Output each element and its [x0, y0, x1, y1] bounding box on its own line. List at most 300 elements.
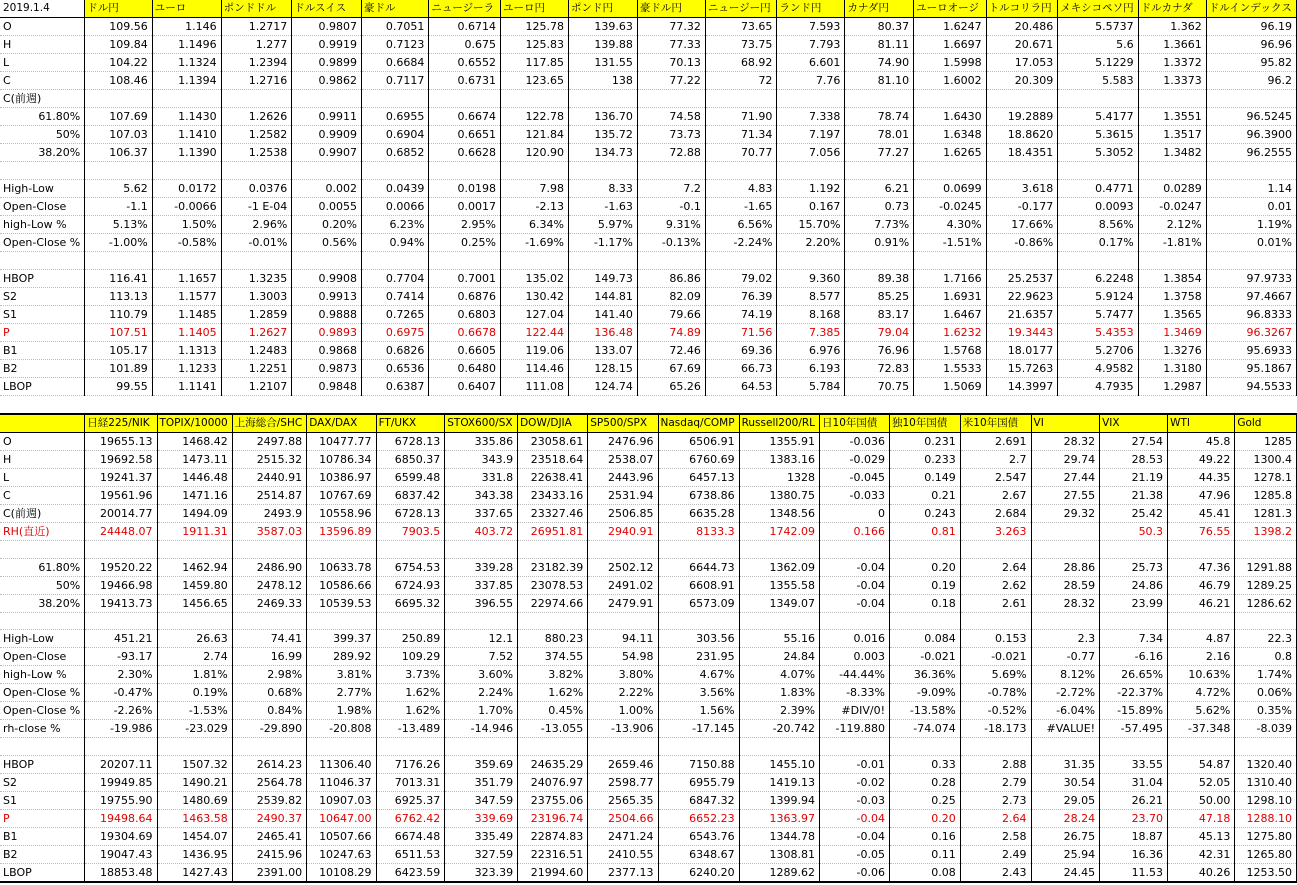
data-cell[interactable]: 3.82% [518, 666, 588, 684]
data-cell[interactable] [429, 251, 501, 269]
data-cell[interactable]: 22316.51 [518, 846, 588, 864]
row-label[interactable]: P [0, 810, 85, 828]
data-cell[interactable]: 17.66% [986, 215, 1058, 233]
data-cell[interactable]: 4.72% [1168, 684, 1235, 702]
data-cell[interactable]: 19047.43 [85, 846, 157, 864]
data-cell[interactable]: 99.55 [85, 377, 152, 395]
data-cell[interactable]: 47.96 [1168, 487, 1235, 505]
data-cell[interactable]: 327.59 [445, 846, 518, 864]
data-cell[interactable]: 10539.53 [307, 594, 376, 612]
data-cell[interactable]: 1.1394 [152, 72, 221, 90]
data-cell[interactable]: 81.10 [845, 72, 914, 90]
data-cell[interactable]: -37.348 [1168, 720, 1235, 738]
data-cell[interactable]: 97.4667 [1206, 287, 1296, 305]
data-cell[interactable]: 0.11 [890, 846, 961, 864]
data-cell[interactable]: 2.88 [960, 756, 1031, 774]
data-cell[interactable]: 26.75 [1031, 828, 1100, 846]
data-cell[interactable]: 2504.66 [588, 810, 658, 828]
data-cell[interactable]: 1291.88 [1235, 558, 1297, 576]
data-cell[interactable]: -1.63 [569, 197, 638, 215]
data-cell[interactable]: 77.27 [845, 144, 914, 162]
data-cell[interactable] [658, 541, 739, 559]
data-cell[interactable]: 2377.13 [588, 864, 658, 883]
data-cell[interactable]: 6.56% [705, 215, 777, 233]
data-cell[interactable]: -0.78% [960, 684, 1031, 702]
data-cell[interactable]: 16.36 [1100, 846, 1168, 864]
data-cell[interactable]: 25.42 [1100, 505, 1168, 523]
data-cell[interactable]: 66.73 [705, 359, 777, 377]
data-cell[interactable]: 1398.2 [1235, 523, 1297, 541]
data-cell[interactable]: 10386.97 [307, 469, 376, 487]
data-cell[interactable]: 8.168 [777, 305, 845, 323]
data-cell[interactable] [1168, 738, 1235, 756]
data-cell[interactable]: 42.31 [1168, 846, 1235, 864]
data-cell[interactable]: 359.69 [445, 756, 518, 774]
data-cell[interactable]: 6738.86 [658, 487, 739, 505]
data-cell[interactable]: 0.9911 [292, 108, 362, 126]
data-cell[interactable]: 96.2555 [1206, 144, 1296, 162]
data-cell[interactable]: 121.84 [501, 126, 569, 144]
data-cell[interactable] [1058, 90, 1138, 108]
data-cell[interactable]: -20.808 [307, 720, 376, 738]
column-header[interactable]: VI [1031, 414, 1100, 433]
data-cell[interactable]: 6348.67 [658, 846, 739, 864]
data-cell[interactable]: 2940.91 [588, 523, 658, 541]
data-cell[interactable]: 26.65% [1100, 666, 1168, 684]
row-label[interactable]: H [0, 36, 85, 54]
data-cell[interactable]: 2493.9 [232, 505, 306, 523]
data-cell[interactable]: -0.03 [820, 792, 890, 810]
data-cell[interactable]: 6599.48 [376, 469, 445, 487]
data-cell[interactable]: 105.17 [85, 341, 152, 359]
data-cell[interactable]: 335.86 [445, 433, 518, 451]
data-cell[interactable]: 81.11 [845, 36, 914, 54]
row-label[interactable]: Open-Close % [0, 702, 85, 720]
data-cell[interactable]: 96.3900 [1206, 126, 1296, 144]
data-cell[interactable]: 20.671 [986, 36, 1058, 54]
data-cell[interactable] [1138, 90, 1206, 108]
column-header[interactable]: 米10年国債 [960, 414, 1031, 433]
data-cell[interactable]: 131.55 [569, 54, 638, 72]
data-cell[interactable]: 0.7051 [362, 18, 429, 36]
data-cell[interactable]: 125.83 [501, 36, 569, 54]
data-cell[interactable] [445, 541, 518, 559]
data-cell[interactable]: 0.6714 [429, 18, 501, 36]
data-cell[interactable]: 339.28 [445, 558, 518, 576]
column-header[interactable]: SP500/SPX [588, 414, 658, 433]
row-label[interactable]: H [0, 451, 85, 469]
data-cell[interactable]: 1473.11 [157, 451, 232, 469]
data-cell[interactable]: 70.75 [845, 377, 914, 395]
data-cell[interactable]: 7.52 [445, 648, 518, 666]
data-cell[interactable]: 8.33 [569, 179, 638, 197]
data-cell[interactable]: 6.976 [777, 341, 845, 359]
data-cell[interactable]: 2410.55 [588, 846, 658, 864]
data-cell[interactable]: 5.3052 [1058, 144, 1138, 162]
data-cell[interactable]: 139.88 [569, 36, 638, 54]
column-header[interactable]: トルコリラ円 [986, 0, 1058, 18]
data-cell[interactable]: 0.167 [777, 197, 845, 215]
data-cell[interactable] [1206, 90, 1296, 108]
data-cell[interactable]: 130.42 [501, 287, 569, 305]
column-header[interactable]: ドル円 [85, 0, 152, 18]
data-cell[interactable]: 1.62% [376, 702, 445, 720]
row-label[interactable]: L [0, 469, 85, 487]
data-cell[interactable] [518, 738, 588, 756]
data-cell[interactable]: 2491.02 [588, 576, 658, 594]
data-cell[interactable]: 77.32 [637, 18, 705, 36]
data-cell[interactable]: 10.63% [1168, 666, 1235, 684]
data-cell[interactable]: 27.44 [1031, 469, 1100, 487]
data-cell[interactable]: 114.46 [501, 359, 569, 377]
data-cell[interactable]: 335.49 [445, 828, 518, 846]
data-cell[interactable]: 1455.10 [739, 756, 819, 774]
row-label[interactable]: HBOP [0, 756, 85, 774]
data-cell[interactable]: 6728.13 [376, 433, 445, 451]
data-cell[interactable]: 1.3758 [1138, 287, 1206, 305]
data-cell[interactable]: 8133.3 [658, 523, 739, 541]
data-cell[interactable]: -17.145 [658, 720, 739, 738]
data-cell[interactable]: 2515.32 [232, 451, 306, 469]
data-cell[interactable]: 0.01 [1206, 197, 1296, 215]
data-cell[interactable]: 1.1233 [152, 359, 221, 377]
data-cell[interactable]: 23518.64 [518, 451, 588, 469]
data-cell[interactable]: 1.1496 [152, 36, 221, 54]
data-cell[interactable]: 89.38 [845, 269, 914, 287]
data-cell[interactable]: 2.7 [960, 451, 1031, 469]
data-cell[interactable]: 6635.28 [658, 505, 739, 523]
data-cell[interactable]: 21.6357 [986, 305, 1058, 323]
data-cell[interactable]: 94.5533 [1206, 377, 1296, 395]
column-header[interactable]: FT/UKX [376, 414, 445, 433]
data-cell[interactable] [307, 738, 376, 756]
data-cell[interactable]: 96.8333 [1206, 305, 1296, 323]
data-cell[interactable]: 19755.90 [85, 792, 157, 810]
data-cell[interactable]: 1.3517 [1138, 126, 1206, 144]
data-cell[interactable]: 2.16 [1168, 648, 1235, 666]
data-cell[interactable]: 2479.91 [588, 594, 658, 612]
data-cell[interactable]: 97.9733 [1206, 269, 1296, 287]
data-cell[interactable]: 5.13% [85, 215, 152, 233]
data-cell[interactable]: -0.029 [820, 451, 890, 469]
column-header[interactable]: ニュージー円 [705, 0, 777, 18]
data-cell[interactable]: 1.5069 [914, 377, 986, 395]
data-cell[interactable]: 1278.1 [1235, 469, 1297, 487]
data-cell[interactable]: 107.69 [85, 108, 152, 126]
data-cell[interactable]: 1.2538 [221, 144, 292, 162]
data-cell[interactable]: 6608.91 [658, 576, 739, 594]
data-cell[interactable]: 5.9124 [1058, 287, 1138, 305]
row-label[interactable] [0, 738, 85, 756]
data-cell[interactable]: 0.0066 [362, 197, 429, 215]
row-label[interactable]: O [0, 18, 85, 36]
data-cell[interactable] [914, 162, 986, 180]
data-cell[interactable]: 22974.66 [518, 594, 588, 612]
row-label[interactable]: RH(直近) [0, 523, 85, 541]
data-cell[interactable]: 21.38 [1100, 487, 1168, 505]
data-cell[interactable]: 1911.31 [157, 523, 232, 541]
data-cell[interactable]: 3.56% [658, 684, 739, 702]
data-cell[interactable]: 0.9888 [292, 305, 362, 323]
data-cell[interactable]: -1.65 [705, 197, 777, 215]
data-cell[interactable]: 26.63 [157, 630, 232, 648]
data-cell[interactable]: 0.6731 [429, 72, 501, 90]
data-cell[interactable]: 374.55 [518, 648, 588, 666]
data-cell[interactable]: 12.1 [445, 630, 518, 648]
data-cell[interactable]: 124.74 [569, 377, 638, 395]
data-cell[interactable]: 2415.96 [232, 846, 306, 864]
data-cell[interactable]: 1.1485 [152, 305, 221, 323]
data-cell[interactable]: 77.22 [637, 72, 705, 90]
data-cell[interactable]: 0.233 [890, 451, 961, 469]
data-cell[interactable]: 6728.13 [376, 505, 445, 523]
data-cell[interactable] [845, 162, 914, 180]
data-cell[interactable]: 109.56 [85, 18, 152, 36]
data-cell[interactable]: 1.6430 [914, 108, 986, 126]
data-cell[interactable]: 28.53 [1100, 451, 1168, 469]
data-cell[interactable]: 46.21 [1168, 594, 1235, 612]
data-cell[interactable]: 6847.32 [658, 792, 739, 810]
data-cell[interactable]: 6423.59 [376, 864, 445, 883]
data-cell[interactable] [85, 162, 152, 180]
data-cell[interactable]: 109.29 [376, 648, 445, 666]
data-cell[interactable]: 1.98% [307, 702, 376, 720]
row-label[interactable]: L [0, 54, 85, 72]
data-cell[interactable]: 2443.96 [588, 469, 658, 487]
data-cell[interactable]: 1.6232 [914, 323, 986, 341]
data-cell[interactable] [739, 738, 819, 756]
data-cell[interactable]: 107.51 [85, 323, 152, 341]
data-cell[interactable]: 74.41 [232, 630, 306, 648]
data-cell[interactable]: 47.18 [1168, 810, 1235, 828]
data-cell[interactable]: 0.06% [1235, 684, 1297, 702]
data-cell[interactable]: 1742.09 [739, 523, 819, 541]
data-cell[interactable]: 6724.93 [376, 576, 445, 594]
row-label[interactable]: C(前週) [0, 90, 85, 108]
data-cell[interactable]: 6674.48 [376, 828, 445, 846]
data-cell[interactable]: 20.309 [986, 72, 1058, 90]
data-cell[interactable]: 68.92 [705, 54, 777, 72]
column-header[interactable]: ポンド円 [569, 0, 638, 18]
data-cell[interactable]: 3.60% [445, 666, 518, 684]
data-cell[interactable]: -0.0245 [914, 197, 986, 215]
data-cell[interactable]: 18.4351 [986, 144, 1058, 162]
data-cell[interactable]: 1.50% [152, 215, 221, 233]
data-cell[interactable]: 1.3372 [1138, 54, 1206, 72]
data-cell[interactable] [845, 251, 914, 269]
data-cell[interactable]: 1507.32 [157, 756, 232, 774]
data-cell[interactable]: -0.036 [820, 433, 890, 451]
data-cell[interactable] [518, 612, 588, 630]
data-cell[interactable]: 135.02 [501, 269, 569, 287]
data-cell[interactable] [1168, 612, 1235, 630]
data-cell[interactable]: 1.5998 [914, 54, 986, 72]
data-cell[interactable]: -0.06 [820, 864, 890, 883]
data-cell[interactable] [1235, 612, 1297, 630]
row-label[interactable]: LBOP [0, 864, 85, 883]
data-cell[interactable]: 7.73% [845, 215, 914, 233]
data-cell[interactable]: -2.26% [85, 702, 157, 720]
data-cell[interactable]: 1459.80 [157, 576, 232, 594]
data-cell[interactable]: 46.79 [1168, 576, 1235, 594]
data-cell[interactable]: 6754.53 [376, 558, 445, 576]
data-cell[interactable]: 19520.22 [85, 558, 157, 576]
data-cell[interactable]: 19655.13 [85, 433, 157, 451]
data-cell[interactable]: 73.65 [705, 18, 777, 36]
data-cell[interactable]: 0.19% [157, 684, 232, 702]
row-label[interactable]: C [0, 72, 85, 90]
data-cell[interactable]: 1.2626 [221, 108, 292, 126]
data-cell[interactable] [1031, 541, 1100, 559]
data-cell[interactable]: 74.58 [637, 108, 705, 126]
data-cell[interactable]: 1289.62 [739, 864, 819, 883]
data-cell[interactable]: 1363.97 [739, 810, 819, 828]
data-cell[interactable]: 0.91% [845, 233, 914, 251]
data-cell[interactable]: 11306.40 [307, 756, 376, 774]
data-cell[interactable]: #VALUE! [1031, 720, 1100, 738]
row-label[interactable] [0, 541, 85, 559]
header-corner-cell[interactable] [0, 414, 85, 433]
data-cell[interactable]: 6762.42 [376, 810, 445, 828]
data-cell[interactable]: 5.1229 [1058, 54, 1138, 72]
data-cell[interactable]: 0.0093 [1058, 197, 1138, 215]
data-cell[interactable]: 141.40 [569, 305, 638, 323]
data-cell[interactable]: 2614.23 [232, 756, 306, 774]
data-cell[interactable]: -0.13% [637, 233, 705, 251]
data-cell[interactable]: 22874.83 [518, 828, 588, 846]
row-label[interactable]: rh-close % [0, 720, 85, 738]
data-cell[interactable]: 20014.77 [85, 505, 157, 523]
data-cell[interactable] [232, 541, 306, 559]
data-cell[interactable]: 303.56 [658, 630, 739, 648]
data-cell[interactable] [157, 612, 232, 630]
data-cell[interactable]: 1.62% [518, 684, 588, 702]
data-cell[interactable] [820, 541, 890, 559]
data-cell[interactable]: 2659.46 [588, 756, 658, 774]
data-cell[interactable]: 0.0055 [292, 197, 362, 215]
data-cell[interactable]: 72.88 [637, 144, 705, 162]
data-cell[interactable]: 1399.94 [739, 792, 819, 810]
data-cell[interactable]: 2391.00 [232, 864, 306, 883]
data-cell[interactable] [501, 162, 569, 180]
data-cell[interactable]: 109.84 [85, 36, 152, 54]
row-label[interactable]: S1 [0, 305, 85, 323]
data-cell[interactable]: 25.73 [1100, 558, 1168, 576]
data-cell[interactable]: 18853.48 [85, 864, 157, 883]
data-cell[interactable]: 343.38 [445, 487, 518, 505]
data-cell[interactable]: 1.6002 [914, 72, 986, 90]
data-cell[interactable]: -57.495 [1100, 720, 1168, 738]
data-cell[interactable]: 24076.97 [518, 774, 588, 792]
data-cell[interactable]: 2.684 [960, 505, 1031, 523]
row-label[interactable]: C(前週) [0, 505, 85, 523]
data-cell[interactable]: 29.32 [1031, 505, 1100, 523]
data-cell[interactable]: 0.25 [890, 792, 961, 810]
data-cell[interactable]: 30.54 [1031, 774, 1100, 792]
data-cell[interactable]: 1.2582 [221, 126, 292, 144]
data-cell[interactable]: 1.3469 [1138, 323, 1206, 341]
data-cell[interactable]: 67.69 [637, 359, 705, 377]
data-cell[interactable]: 3.80% [588, 666, 658, 684]
data-cell[interactable]: 5.62% [1168, 702, 1235, 720]
data-cell[interactable]: 1308.81 [739, 846, 819, 864]
data-cell[interactable]: 0 [820, 505, 890, 523]
data-cell[interactable]: 128.15 [569, 359, 638, 377]
data-cell[interactable]: 0.01% [1206, 233, 1296, 251]
data-cell[interactable]: 95.6933 [1206, 341, 1296, 359]
data-cell[interactable]: 16.99 [232, 648, 306, 666]
data-cell[interactable]: -13.906 [588, 720, 658, 738]
row-label[interactable]: high-Low % [0, 215, 85, 233]
data-cell[interactable]: 113.13 [85, 287, 152, 305]
data-cell[interactable]: 9.360 [777, 269, 845, 287]
data-cell[interactable]: 71.56 [705, 323, 777, 341]
data-cell[interactable]: 138 [569, 72, 638, 90]
data-cell[interactable]: 5.784 [777, 377, 845, 395]
data-cell[interactable]: 0.7117 [362, 72, 429, 90]
data-cell[interactable]: 19466.98 [85, 576, 157, 594]
data-cell[interactable] [85, 251, 152, 269]
data-cell[interactable]: 7.056 [777, 144, 845, 162]
data-cell[interactable]: -0.021 [890, 648, 961, 666]
data-cell[interactable]: -1.81% [1138, 233, 1206, 251]
data-cell[interactable] [890, 738, 961, 756]
data-cell[interactable]: 22.9623 [986, 287, 1058, 305]
data-cell[interactable]: 1.7166 [914, 269, 986, 287]
data-cell[interactable]: 1.14 [1206, 179, 1296, 197]
data-cell[interactable]: 1.2716 [221, 72, 292, 90]
data-cell[interactable]: 122.44 [501, 323, 569, 341]
data-cell[interactable]: 2.79 [960, 774, 1031, 792]
data-cell[interactable] [307, 541, 376, 559]
data-cell[interactable]: 6573.09 [658, 594, 739, 612]
data-cell[interactable] [986, 90, 1058, 108]
data-cell[interactable]: 0.81 [890, 523, 961, 541]
data-cell[interactable] [705, 251, 777, 269]
data-cell[interactable] [1206, 251, 1296, 269]
data-cell[interactable] [914, 90, 986, 108]
data-cell[interactable]: 4.07% [739, 666, 819, 684]
data-cell[interactable]: -0.04 [820, 828, 890, 846]
data-cell[interactable]: 7.76 [777, 72, 845, 90]
data-cell[interactable] [637, 162, 705, 180]
data-cell[interactable] [1235, 738, 1297, 756]
data-cell[interactable]: 65.26 [637, 377, 705, 395]
data-cell[interactable]: 0.33 [890, 756, 961, 774]
data-cell[interactable] [307, 612, 376, 630]
data-cell[interactable]: 1.83% [739, 684, 819, 702]
data-cell[interactable]: 71.34 [705, 126, 777, 144]
data-cell[interactable]: 33.55 [1100, 756, 1168, 774]
data-cell[interactable]: 1355.58 [739, 576, 819, 594]
data-cell[interactable]: 17.053 [986, 54, 1058, 72]
data-cell[interactable]: 0.0699 [914, 179, 986, 197]
data-cell[interactable]: 1.2859 [221, 305, 292, 323]
data-cell[interactable]: 77.33 [637, 36, 705, 54]
data-cell[interactable] [232, 612, 306, 630]
data-cell[interactable] [658, 738, 739, 756]
data-cell[interactable]: 0.6651 [429, 126, 501, 144]
data-cell[interactable]: 2471.24 [588, 828, 658, 846]
data-cell[interactable]: 1427.43 [157, 864, 232, 883]
data-cell[interactable]: 0.45% [518, 702, 588, 720]
data-cell[interactable]: 125.78 [501, 18, 569, 36]
data-cell[interactable]: 0.6852 [362, 144, 429, 162]
data-cell[interactable]: 83.17 [845, 305, 914, 323]
data-cell[interactable] [501, 251, 569, 269]
data-cell[interactable]: 0.7001 [429, 269, 501, 287]
data-cell[interactable]: 331.8 [445, 469, 518, 487]
